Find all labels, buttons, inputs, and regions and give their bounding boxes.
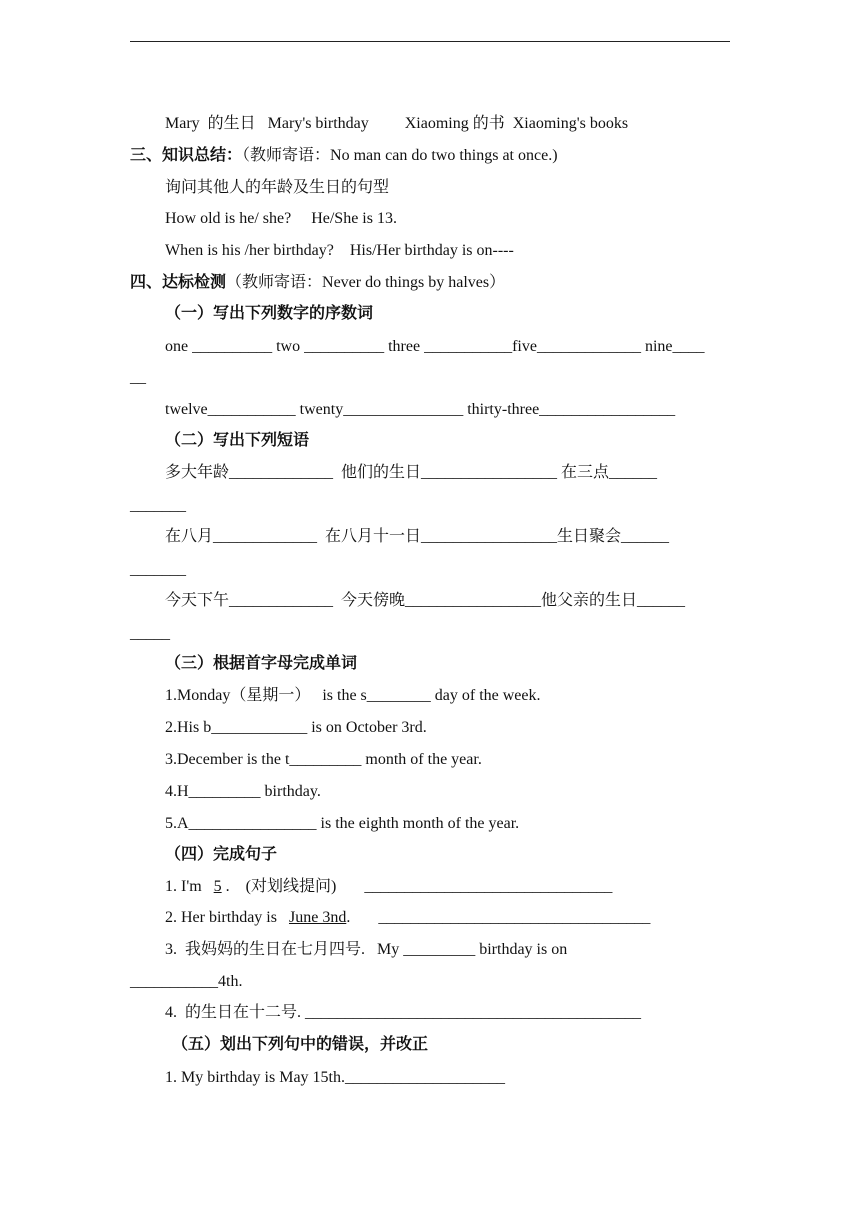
sentence-q1-underlined: 5 bbox=[213, 878, 222, 895]
section-3-motto: （教师寄语：No man can do two things at once.) bbox=[242, 147, 558, 164]
ordinals-line-1: one __________ two __________ three ___________five_____________ nine____ bbox=[165, 338, 705, 355]
sentence-q1-gap bbox=[202, 878, 214, 895]
sentence-q1 bbox=[165, 877, 612, 897]
sentence-q3: 3. 我妈妈的生日在七月四号. My _________ birthday is on bbox=[165, 941, 568, 958]
pattern-title: 询问其他人的年龄及生日的句型 bbox=[165, 179, 390, 196]
example-line: Mary 的生日 Mary's birthday Xiaoming 的书 Xiaoming's books bbox=[165, 115, 629, 132]
phrases-line-1: 多大年龄_____________ 他们的生日_________________ 在三点______ bbox=[165, 464, 658, 481]
section-4-motto: （教师寄语：Never do things by halves） bbox=[226, 274, 506, 291]
phrases-line-3: 今天下午_____________ 今天傍晚_________________他父亲的生日______ bbox=[165, 592, 686, 609]
sentence-q1-start: 1. I'm bbox=[165, 878, 202, 895]
initial-q4: 4.H_________ birthday. bbox=[165, 783, 321, 800]
sentence-q3-wrap: ___________4th. bbox=[130, 973, 243, 990]
phrases-line-1-wrap: _______ bbox=[130, 497, 186, 514]
part-1-heading: （一）写出下列数字的序数词 bbox=[165, 305, 374, 322]
initial-q1: 1.Monday（星期一） is the s________ day of the week. bbox=[165, 687, 541, 704]
section-4-heading: 四、达标检测 bbox=[130, 274, 227, 291]
sentence-q2-gap bbox=[277, 909, 289, 926]
phrases-line-2-wrap: _______ bbox=[130, 561, 186, 578]
phrases-line-3-wrap: _____ bbox=[130, 625, 170, 642]
header-rule bbox=[130, 41, 730, 42]
error-q1: 1. My birthday is May 15th.____________________ bbox=[165, 1069, 505, 1086]
sentence-q2 bbox=[165, 908, 650, 928]
sentence-q2-start: 2. Her birthday is bbox=[165, 909, 277, 926]
part-2-heading: （二）写出下列短语 bbox=[165, 432, 310, 449]
section-4-line bbox=[130, 273, 505, 293]
initial-q2: 2.His b____________ is on October 3rd. bbox=[165, 719, 427, 736]
sentence-q2-end: . __________________________________ bbox=[346, 909, 651, 926]
sentence-q1-end: . (对划线提问) _______________________________ bbox=[221, 878, 613, 895]
sentence-q4: 4. 的生日在十二号. __________________________________________ bbox=[165, 1004, 642, 1021]
section-3-line bbox=[130, 146, 558, 166]
ordinals-line-2: twelve___________ twenty_______________ thirty-three_________________ bbox=[165, 401, 676, 418]
sentence-q2-underlined: June 3nd bbox=[288, 909, 347, 926]
part-4-heading: （四）完成句子 bbox=[165, 846, 278, 863]
phrases-line-2: 在八月_____________ 在八月十一日_________________生日聚会______ bbox=[165, 528, 670, 545]
pattern-age: How old is he/ she? He/She is 13. bbox=[165, 210, 397, 227]
ordinals-line-1-wrap: __ bbox=[130, 369, 146, 386]
initial-q3: 3.December is the t_________ month of the year. bbox=[165, 751, 482, 768]
part-5-heading: （五）划出下列句中的错误，并改正 bbox=[172, 1036, 429, 1053]
pattern-birthday: When is his /her birthday? His/Her birthday is on---- bbox=[165, 242, 514, 259]
section-3-heading: 三、知识总结： bbox=[130, 147, 243, 164]
part-3-heading: （三）根据首字母完成单词 bbox=[165, 655, 358, 672]
initial-q5: 5.A________________ is the eighth month of the year. bbox=[165, 815, 520, 832]
